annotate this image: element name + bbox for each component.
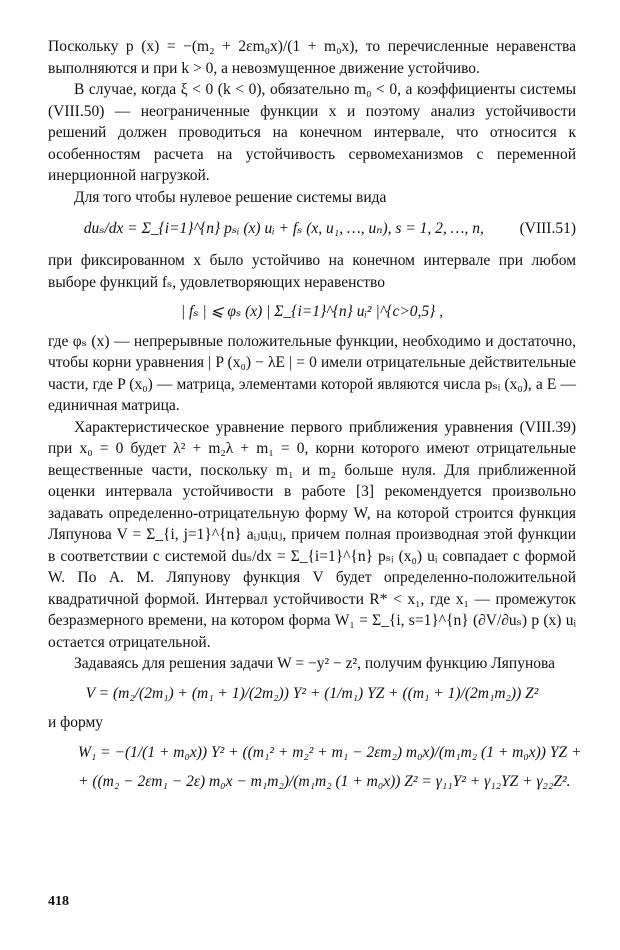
page-number: 418 (48, 894, 69, 909)
equation-inequality: | fₛ | ⩽ φₛ (x) | Σ_{i=1}^{n} uᵢ² |^{c>0,5} , (180, 303, 444, 320)
paragraph-2: В случае, когда ξ < 0 (k < 0), обязательно m₀ < 0, а коэффициенты системы (VIII.50) — неограниченные функции x и поэтому анализ устойчивости решений должен проводиться на конечном интервале, что относится к особенностям расчета на устойчивость сервомеханизмов с переменной инерционной нагрузкой. (48, 81, 576, 184)
paragraph-6: Характеристическое уравнение первого приближения уравнения (VIII.39) при x₀ = 0 будет λ² + m₂λ + m₁ = 0, корни которого имеют отрицательные вещественные части, поскольку m₁ и m₂ больше нуля. Для приближенной оценки интервала устойчивости в работе [3] рекомендуется произвольно задавать определенно-отрицательную форму W, на которой строится функция Ляпунова V = Σ_{i, j=1}^{n} aᵢⱼuᵢuⱼ, причем полная производная этой функции в соответствии с системой duₛ/dx = Σ_{i=1}^{n} pₛᵢ (x₀) uᵢ совпадает с формой W. По А. М. Ляпунову функция V будет определенно-положительной квадратичной формой. Интервал устойчивости R* < x₁, где x₁ — промежуток безразмерного времени, на котором форма W₁ = Σ_{i, s=1}^{n} (∂V/∂uₛ) p (x) uᵢ остается отрицательной. (48, 418, 576, 651)
equation-number: (VIII.51) (519, 220, 576, 237)
equation-viii51-body: duₛ/dx = Σ_{i=1}^{n} pₛᵢ (x) uᵢ + fₛ (x, u₁, …, uₙ), s = 1, 2, …, n, (83, 220, 484, 237)
paragraph-5: где φₛ (x) — непрерывные положительные функции, необходимо и достаточно, чтобы корни уравнения | P (x₀) − λE | = 0 имели отрицательные действительные части, где P (x₀) — матрица, элементами которой являются числа pₛᵢ (x₀), а E — единичная матрица. (48, 332, 576, 414)
equation-lyapunov-function: V = (m₂/(2m₁) + (m₁ + 1)/(2m₂)) Y² + (1/m₁) YZ + ((m₁ + 1)/(2m₁m₂)) Z² (85, 684, 539, 702)
paragraph-3: Для того чтобы нулевое решение системы вида (74, 188, 387, 206)
equation-form-w1-line2: + ((m₂ − 2εm₁ − 2ε) m₀x − m₁m₂)/(m₁m₂ (1 + m₀x)) Z² = γ₁₁Y² + γ₁₂YZ + γ₂₂Z². (78, 773, 571, 790)
paragraph-7: Задаваясь для решения задачи W = −y² − z², получим функцию Ляпунова (74, 655, 555, 672)
page-body (48, 36, 582, 801)
paragraph-4: при фиксированном x было устойчиво на конечном интервале при любом выборе функций fₛ, удовлетворяющих неравенство (48, 252, 576, 291)
equation-form-w1-line1: W₁ = −(1/(1 + m₀x)) Y² + ((m₁² + m₂² + m₁ − 2εm₂) m₀x)/(m₁m₂ (1 + m₀x)) YZ + (78, 743, 582, 761)
paragraph-8: и форму (48, 714, 104, 731)
equation-viii51 (48, 216, 576, 242)
paragraph-1: Поскольку p (x) = −(m₂ + 2εm₀x)/(1 + m₀x), то перечисленные неравенства выполняются и при k > 0, а невозмущенное движение устойчиво. (48, 38, 576, 77)
